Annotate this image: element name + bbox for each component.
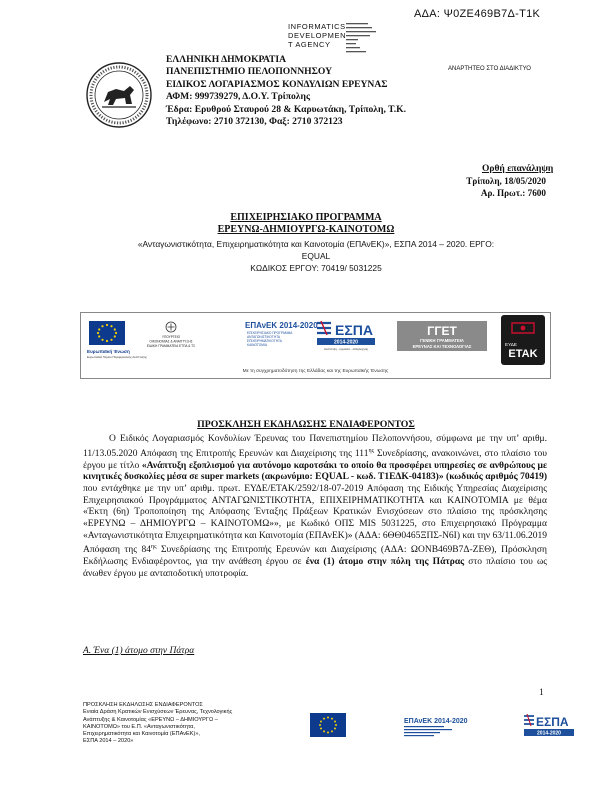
protocol-number: Αρ. Πρωτ.: 7600 [480,187,546,198]
footer-line: Ενιαία Δράση Κρατικών Ενισχύσεων Έρευνας, Τεχνολογικής [83,709,233,716]
org-line: Έδρα: Ερυθρού Σταυρού 28 & Καρυωτάκη, Τρίπολη, Τ.Κ. [166,103,407,115]
project-line: EQUAL [301,251,331,261]
ministry-line: ΟΙΚΟΝΟΜΙΑΣ & ΑΝΑΠΤΥΞΗΣ [149,339,193,344]
internet-post-note: ΑΝΑΡΤΗΤΕΟ ΣΤΟ ΔΙΑΔΙΚΤΥΟ [448,66,531,72]
program-title [0,212,612,236]
footer-epanek-logo [404,714,470,738]
footer-line: Ανάπτυξης & Καινοτομίας «ΕΡΕΥΝΩ – ΔΗΜΙΟΥΡΓΩ – [83,716,218,723]
project-line: ΚΩΔΙΚΟΣ ΕΡΓΟΥ: 70419/ 5031225 [250,263,382,273]
eu-sub: Ευρωπαϊκό Ταμείο Περιφερειακής Ανάπτυξης [87,355,147,359]
org-line: ΕΙΔΙΚΟΣ ΛΟΓΑΡΙΑΣΜΟΣ ΚΟΝΔΥΛΙΩΝ ΕΡΕΥΝΑΣ [166,78,388,90]
body-paragraph: Ο Ειδικός Λογαριασμός Κονδυλίων Έρευνας του Πανεπιστημίου Πελοποννήσου, σύμφωνα με την υπ’ αριθμ. 11/13.05.2020 Απόφαση της Επιτροπής Ερευνών και Διαχείρισης της $111^{\eta\varsigma}$ Συνεδρίασης, ανακοινώνει, στο πλαίσιο του έργου με τίτλο «Ανάπτυξη εξοπλισμού για αυτόνομο καροτσάκι το οποίο θα προσφέρει υπηρεσίες σε ανθρώπους με κινητικές δυσκολίες μέσα σε super markets (ακρωνύμιο: EQUAL - κωδ. Τ1ΕΔΚ-04183)» (κωδικός αριθμός 70419) που εντάχθηκε με την υπ’ αριθμ. πρωτ. ΕΥΔΕ/ΕΤΑΚ/2592/18-07-2019 Απόφαση της Ειδικής Υπηρεσίας Διαχείρισης Επιχειρησιακού Προγράμματος ΑΝΤΑΓΩΝΙΣΤΙΚΟΤΗΤΑ, ΕΠΙΧΕΙΡΗΜΑΤΙΚΟΤΗΤΑ και ΚΑΙΝΟΤΟΜΙΑ με θέμα «Έκτη (6η) Τροποποίηση της Απόφασης Ένταξης Πράξεων Κρατικών Ενισχύσεων στο πλαίσιο της πρόσκλησης «ΕΡΕΥΝΩ – ΔΗΜΙΟΥΡΓΩ – ΚΑΙΝΟΤΟΜΩ»», με Κωδικό ΟΠΣ MIS 5031225, στο Επιχειρησιακό Πρόγραμμα «Ανταγωνιστικότητα Επιχειρηματικότητα και Καινοτομία (ΕΠΑνΕΚ)» (ΑΔΑ: 6ΘΘ0465ΞΠΣ-Ν6Ι) και την 63/11.06.2019 Απόφαση της $84^{\eta\varsigma}$ Συνεδρίασης της Επιτροπής Ερευνών και Διαχείρισης (ΑΔΑ: ΩΟΝΒ469Β7Δ-ΖΕΘ), Πρόσκληση Εκδήλωσης Ενδιαφέροντος, για την ανάθεση έργου σε ένα (1) άτομο στην πόλη της Πάτρας στο πλαίσιο του ως άνωθεν έργου με ανταποδοτική υποτροφία. [83,434,548,580]
eu-caption: Ευρωπαϊκή Ένωση [87,349,130,354]
organization-header [166,54,406,128]
footer-line: ΕΣΠΑ 2014 – 2020» [83,738,134,745]
epanek-line: ΕΠΙΧΕΙΡΗΣΙΑΚΟ ΠΡΟΓΡΑΜΜΑ [247,331,293,335]
correct-repeat-label: Ορθή επανάληψη [482,164,554,174]
org-line: Τηλέφωνο: 2710 372130, Φαξ: 2710 372123 [166,116,343,128]
project-line: «Ανταγωνιστικότητα, Επιχειρηματικότητα και Καινοτομία (ΕΠΑνΕΚ)», ΕΣΠΑ 2014 – 2020. ΕΡΓΟ: [137,239,495,249]
epanek-line: ΑΝΤΑΓΩΝΙΣΤΙΚΟΤΗΤΑ [247,335,280,339]
university-seal-logo [86,62,152,128]
eu-flag-icon [89,321,125,345]
program-line: ΕΡΕΥΝΩ-ΔΗΜΙΟΥΡΓΩ-ΚΑΙΝΟΤΟΜΩ [217,224,395,235]
signature-line: DEVELOPMEN [288,31,347,40]
eyde-big: ΕΤΑΚ [508,348,538,360]
gget-sub: ΓΕΝΙΚΗ ΓΡΑΜΜΑΤΕΙΑ [420,338,464,343]
ada-code: ΑΔΑ: Ψ0ΖΕ469Β7Δ-Τ1Κ [414,8,541,20]
section-a-heading: Α. Ένα (1) άτομο στην Πάτρα [83,646,195,656]
espa-title: ΕΣΠΑ [335,322,373,338]
footer-line: ΚΑΙΝΟΤΟΜΩ» του Ε.Π. «Ανταγωνιστικότητα, [83,723,195,730]
banner-caption: Με τη συγχρηματοδότηση της Ελλάδας και της Ευρωπαϊκής Ένωσης [242,369,389,374]
signature-line: T AGENCY [288,40,331,49]
footer-line: ΠΡΟΣΚΛΗΣΗ ΕΚΔΗΛΩΣΗΣ ΕΝΔΙΑΦΕΡΟΝΤΟΣ [83,702,203,708]
gget-sub: ΕΡΕΥΝΑΣ ΚΑΙ ΤΕΧΝΟΛΟΓΙΑΣ [412,344,472,349]
signature-fine-print [346,22,386,56]
funding-logos-banner [80,312,551,379]
date-protocol-block [466,176,546,199]
espa-logo-icon [317,321,331,335]
footer-text [83,702,232,746]
epanek-line: ΕΠΙΧΕΙΡΗΜΑΤΙΚΟΤΗΤΑ [247,339,282,343]
ministry-emblem-icon [166,322,176,332]
epanek-line: ΚΑΙΝΟΤΟΜΙΑ [247,343,267,347]
footer-espa-text: ΕΣΠΑ [536,715,569,729]
ministry-line: ΕΙΔΙΚΗ ΓΡΑΜΜΑΤΕΙΑ ΕΤΠΑ & ΤΣ [146,344,196,348]
espa-slogan: ανάπτυξη - εργασία - αλληλεγγύη [323,347,369,351]
program-line: ΕΠΙΧΕΙΡΗΣΙΑΚΟ ΠΡΟΓΡΑΜΜΑ [230,212,382,223]
org-line: ΕΛΛΗΝΙΚΗ ΔΗΜΟΚΡΑΤΙΑ [166,54,287,65]
org-line: ΑΦΜ: 999739279, Δ.Ο.Υ. Τρίπολης [166,91,310,103]
epanek-title: ΕΠΑνΕΚ 2014-2020 [245,321,318,330]
footer-espa-logo [524,712,574,740]
footer-eu-flag-icon [310,713,346,737]
espa-years: 2014-2020 [334,339,358,346]
page-number: 1 [539,688,544,698]
footer-espa-years: 2014-2020 [537,730,561,737]
invitation-heading: ΠΡΟΣΚΛΗΣΗ ΕΚΔΗΛΩΣΗΣ ΕΝΔΙΑΦΕΡΟΝΤΟΣ [197,419,415,430]
project-info [80,238,552,274]
document-date: Τρίπολη, 18/05/2020 [466,176,546,186]
ministry-line: ΥΠΟΥΡΓΕΙΟ [161,335,181,339]
gget-title: ΓΓΕΤ [427,324,457,338]
digital-signature-stamp [288,22,346,49]
org-line: ΠΑΝΕΠΙΣΤΗΜΙΟ ΠΕΛΟΠΟΝΝΗΣΟΥ [166,66,332,78]
eyde-small: ΕΥΔΕ [505,342,517,347]
invitation-body [83,434,547,581]
footer-epanek-text: ΕΠΑνΕΚ 2014-2020 [404,718,468,725]
signature-line: INFORMATICS [288,22,346,31]
footer-line: Επιχειρηματικότητα και Καινοτομία (ΕΠΑνΕΚ)», [83,731,200,738]
